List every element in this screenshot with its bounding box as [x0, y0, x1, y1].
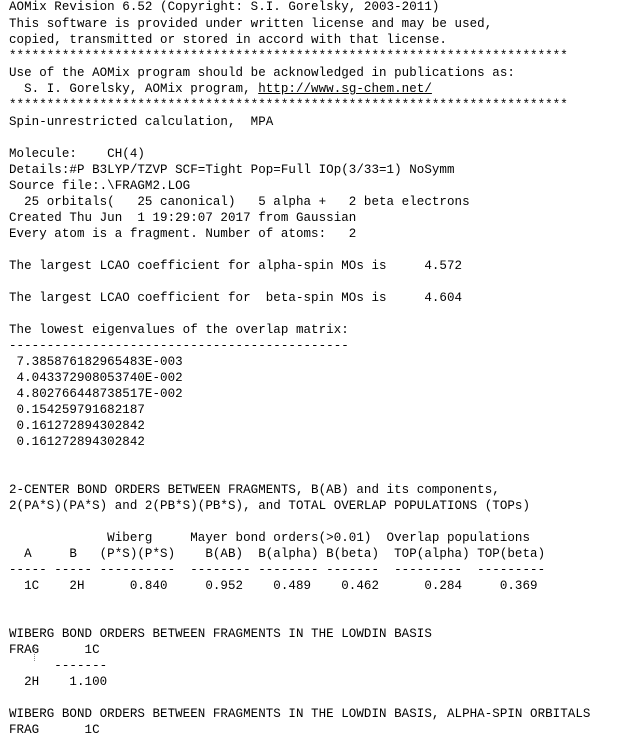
text-line: copied, transmitted or stored in accord with that license.	[9, 33, 447, 47]
text-line: Spin-unrestricted calculation, MPA	[9, 115, 274, 129]
text-line: 0.161272894302842	[9, 435, 145, 449]
text-line: 25 orbitals( 25 canonical) 5 alpha + 2 beta electrons	[9, 195, 470, 209]
text-line: Created Thu Jun 1 19:29:07 2017 from Gaussian	[9, 211, 357, 225]
text-line: FRAG 1C	[9, 723, 100, 737]
text-line: The largest LCAO coefficient for beta-spin MOs is 4.604	[9, 291, 463, 305]
text-line: 2-CENTER BOND ORDERS BETWEEN FRAGMENTS, B(AB) and its components,	[9, 483, 500, 497]
text-line: FRAG 1C	[9, 643, 100, 657]
text-line: Source file:.\FRAGM2.LOG	[9, 179, 191, 193]
aomix-website-link[interactable]: http://www.sg-chem.net/	[258, 82, 432, 96]
text-line: 7.385876182965483E-003	[9, 355, 183, 369]
text-line: ---------------------------------------------	[9, 339, 349, 353]
text-line: 4.802766448738517E-002	[9, 387, 183, 401]
text-line: **************************************************************************	[9, 98, 568, 112]
text-line: 2H 1.100	[9, 675, 108, 689]
text-line: AOMix Revision 6.52 (Copyright: S.I. Gorelsky, 2003-2011)	[9, 0, 440, 14]
text-line: Wiberg Mayer bond orders(>0.01) Overlap populations	[9, 531, 531, 545]
text-line: **************************************************************************	[9, 49, 568, 63]
text-line-prefix: S. I. Gorelsky, AOMix program,	[9, 82, 259, 96]
text-line: 1C 2H 0.840 0.952 0.489 0.462 0.284 0.369	[9, 579, 538, 593]
text-line: Details:#P B3LYP/TZVP SCF=Tight Pop=Full IOp(3/33=1) NoSymm	[9, 163, 455, 177]
caret-guide	[34, 647, 36, 661]
text-line: The largest LCAO coefficient for alpha-spin MOs is 4.572	[9, 259, 463, 273]
text-line: This software is provided under written license and may be used,	[9, 17, 493, 31]
text-line: WIBERG BOND ORDERS BETWEEN FRAGMENTS IN THE LOWDIN BASIS, ALPHA-SPIN ORBITALS	[9, 707, 591, 721]
text-line: A B (P*S)(P*S) B(AB) B(alpha) B(beta) TOP(alpha) TOP(beta)	[9, 547, 546, 561]
text-line: 2(PA*S)(PA*S) and 2(PB*S)(PB*S), and TOTAL OVERLAP POPULATIONS (TOPs)	[9, 499, 531, 513]
text-line: The lowest eigenvalues of the overlap matrix:	[9, 323, 349, 337]
text-line: 0.154259791682187	[9, 403, 145, 417]
text-line: WIBERG BOND ORDERS BETWEEN FRAGMENTS IN THE LOWDIN BASIS	[9, 627, 432, 641]
text-line	[9, 82, 432, 97]
text-line: Use of the AOMix program should be acknowledged in publications as:	[9, 66, 515, 80]
text-line: -------	[9, 659, 108, 673]
text-line: 0.161272894302842	[9, 419, 145, 433]
text-line: Every atom is a fragment. Number of atoms: 2	[9, 227, 357, 241]
text-line: ----- ----- ---------- -------- -------- ------- --------- ---------	[9, 563, 546, 577]
text-line: Molecule: CH(4)	[9, 147, 145, 161]
text-line: 4.043372908053740E-002	[9, 371, 183, 385]
